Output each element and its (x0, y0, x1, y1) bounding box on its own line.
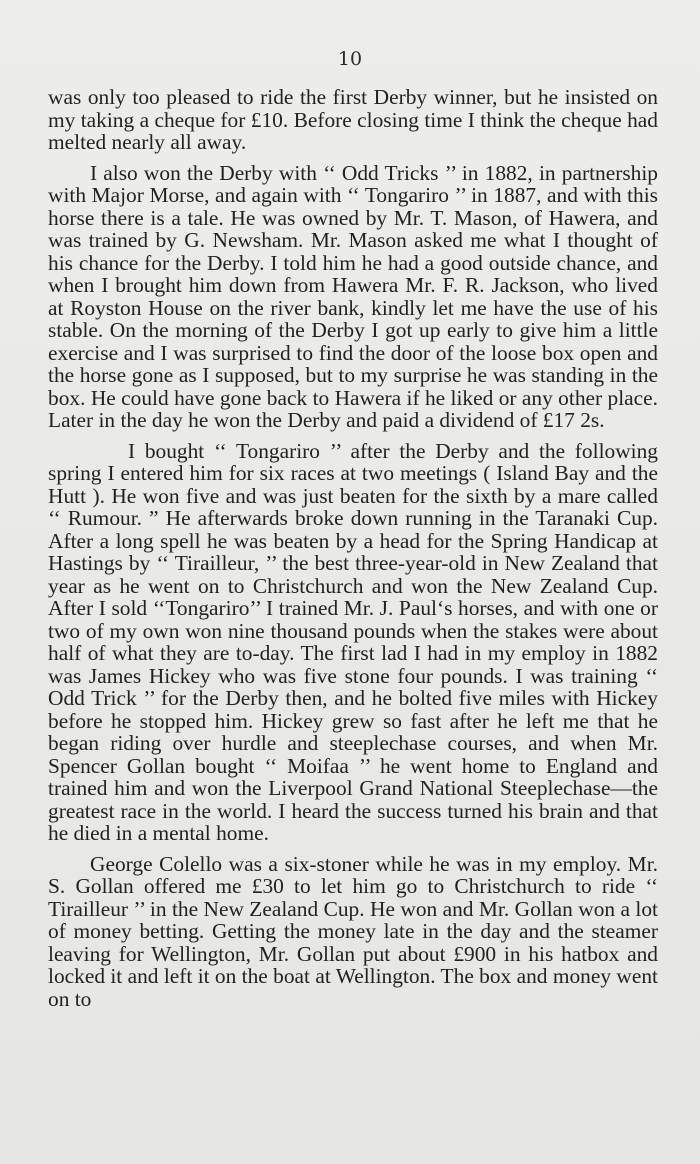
paragraph-2: I also won the Derby with ‘‘ Odd Tricks ’’ in 1882, in partnership with Major Morse, and again with ‘‘ Tongariro ’’ in 1887, and with this horse there is a tale. He was owned by Mr. T. Mason, of Hawera, and was trained by G. Newsham. Mr. Mason asked me what I thought of his chance for the Derby. I told him he had a good outside chance, and when I brought him down from Hawera Mr. F. R. Jackson, who lived at Royston House on the river bank, kindly let me have the use of his stable. On the morning of the Derby I got up early to give him a little exercise and I was surprised to find the door of the loose box open and the horse gone as I supposed, but to my surprise he was standing in the box. He could have gone back to Hawera if he liked or any other place. Later in the day he won the Derby and paid a dividend of £17 2s. (48, 160, 658, 432)
paragraph-4: George Colello was a six-stoner while he was in my employ. Mr. S. Gollan offered me £30 to let him go to Christchurch to ride ‘‘ Tirailleur ’’ in the New Zealand Cup. He won and Mr. Gollan won a lot of money betting. Getting the money late in the day and the steamer leaving for Wellington, Mr. Gollan put about £900 in his hatbox and locked it and left it on the boat at Wellington. The box and money went on to (48, 851, 658, 1011)
paragraph-3: I bought ‘‘ Tongariro ’’ after the Derby and the following spring I entered him for six races at two meetings ( Island Bay and the Hutt ). He won five and was just beaten for the sixth by a mare called ‘‘ Rumour. ” He afterwards broke down running in the Taranaki Cup. After a long spell he was beaten by a head for the Spring Handicap at Hastings by ‘‘ Tirailleur, ’’ the best three-year-old in New Zealand that year as he went on to Christchurch and won the New Zealand Cup. After I sold ‘‘Tongariro’’ I trained Mr. J. Paul‘s horses, and with one or two of my own won nine thousand pounds when the stakes were about half of what they are to-day. The first lad I had in my employ in 1882 was James Hickey who was five stone four pounds. I was training ‘‘ Odd Trick ’’ for the Derby then, and he bolted five miles with Hickey before he stopped him. Hickey grew so fast after he left me that he began riding over hurdle and steeplechase courses, and when Mr. Spencer Gollan bought ‘‘ Moifaa ’’ he went home to England and trained him and won the Liverpool Grand National Steeplechase—the greatest race in the world. I heard the success turned his brain and that he died in a mental home. (48, 438, 658, 845)
body-text (48, 86, 658, 1018)
paragraph-1: was only too pleased to ride the first Derby winner, but he insisted on my taking a cheque for £10. Before closing time I think the cheque had melted nearly all away. (48, 85, 658, 154)
page-number: 10 (337, 48, 363, 70)
